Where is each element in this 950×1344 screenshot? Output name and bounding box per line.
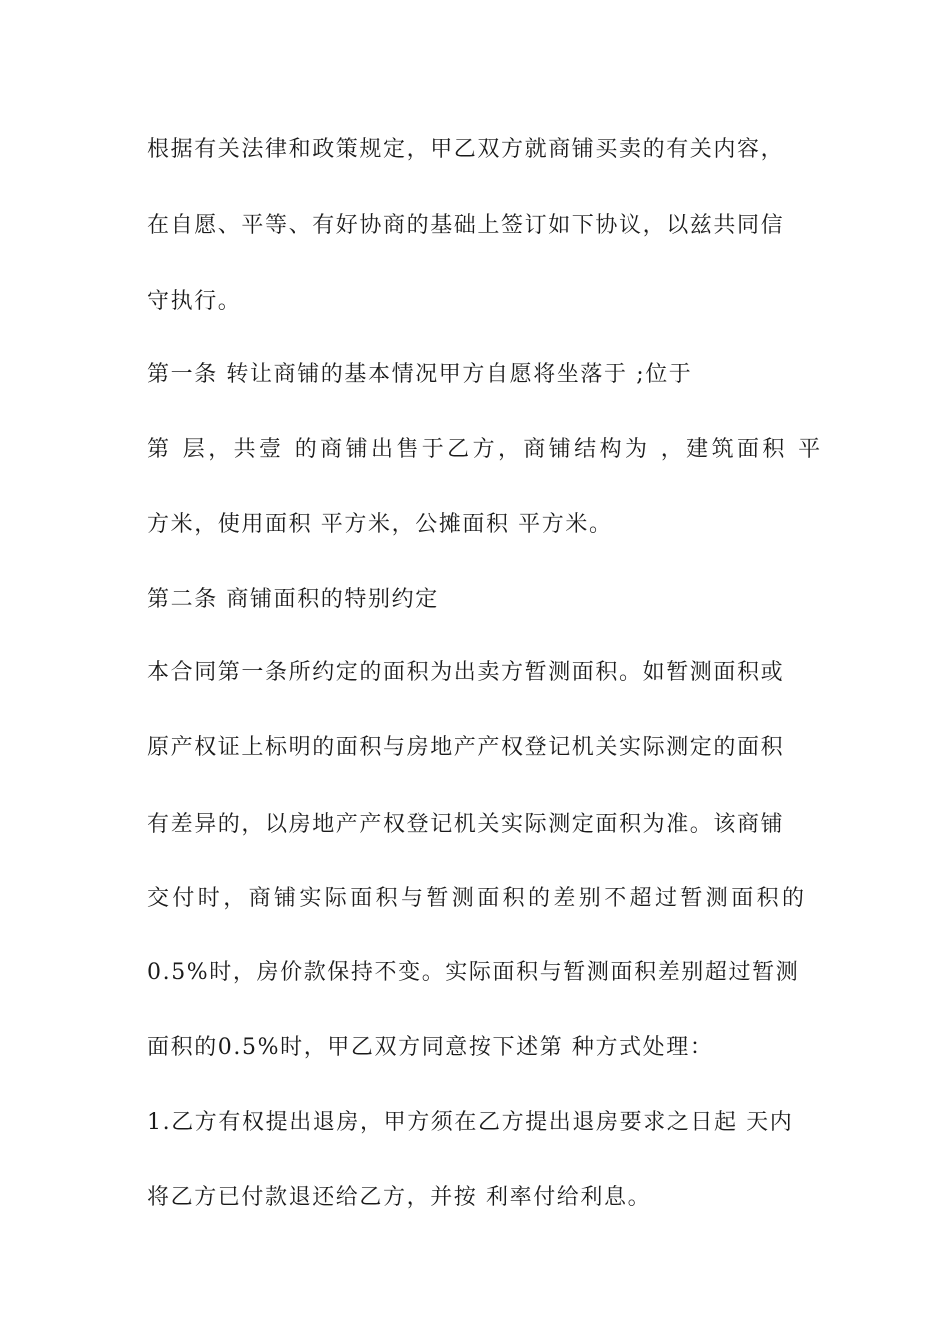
paragraph-line: 方米，使用面积 平方米，公摊面积 平方米。 — [147, 512, 613, 537]
paragraph-line: 有差异的，以房地产产权登记机关实际测定面积为准。该商铺 — [147, 812, 785, 837]
paragraph-line: 守执行。 — [147, 289, 242, 314]
paragraph-line: 交付时，商铺实际面积与暂测面积的差别不超过暂测面积的 — [147, 886, 808, 911]
paragraph-line: 0.5%时，房价款保持不变。实际面积与暂测面积差别超过暂测 — [147, 960, 800, 985]
list-item: 1.乙方有权提出退房，甲方须在乙方提出退房要求之日起 天内 — [147, 1110, 794, 1135]
paragraph-line: 根据有关法律和政策规定，甲乙双方就商铺买卖的有关内容， — [147, 137, 785, 162]
article-heading: 第一条 转让商铺的基本情况甲方自愿将坐落于 ;位于 — [147, 362, 693, 387]
paragraph-line: 本合同第一条所约定的面积为出卖方暂测面积。如暂测面积或 — [147, 660, 785, 685]
paragraph-line: 原产权证上标明的面积与房地产产权登记机关实际测定的面积 — [147, 735, 785, 760]
paragraph-line: 将乙方已付款退还给乙方，并按 利率付给利息。 — [147, 1185, 652, 1210]
paragraph-line: 面积的0.5%时，甲乙双方同意按下述第 种方式处理： — [147, 1035, 714, 1060]
article-heading: 第二条 商铺面积的特别约定 — [147, 587, 439, 612]
paragraph-line: 第 层，共壹 的商铺出售于乙方，商铺结构为 ，建筑面积 平 — [147, 437, 824, 462]
paragraph-line: 在自愿、平等、有好协商的基础上签订如下协议，以兹共同信 — [147, 213, 785, 238]
